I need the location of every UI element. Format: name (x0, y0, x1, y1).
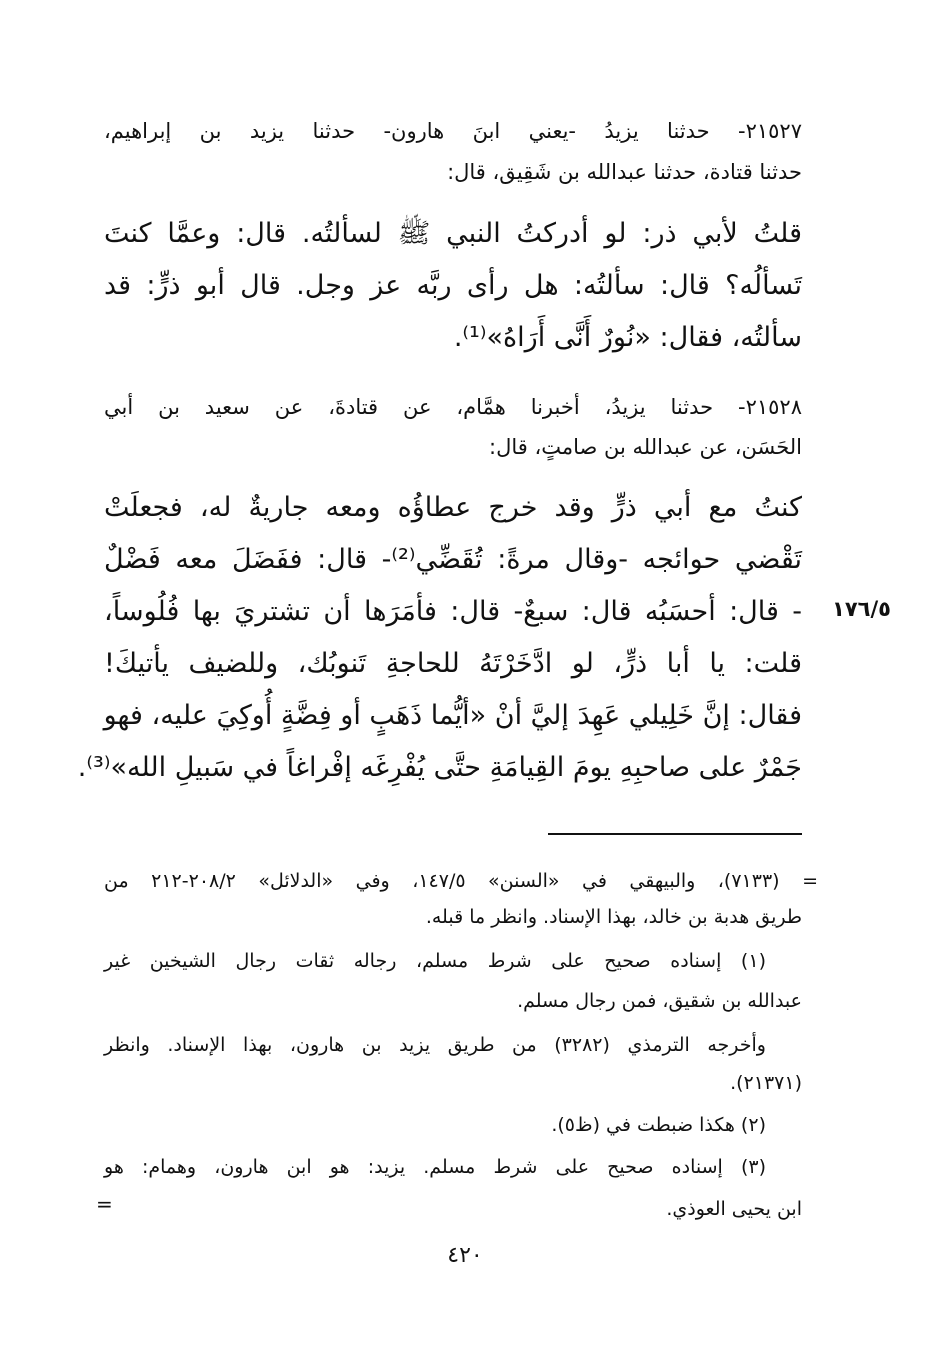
hadith-21527-matn-line-2: تَسألُه؟ قال: سألتُه: هل رأى ربَّه عز وجل. قال أبو ذرٍّ: قد (104, 270, 802, 301)
margin-page-reference: ١٧٦/٥ (832, 597, 891, 621)
footnote-line-6: (٢١٣٧١). (730, 1072, 802, 1094)
hadith-21528-matn-line-3: - قال: أحسَبُه قال: سبعٌ- قال: فأمَرَها أن تشتريَ بها فُلُوساً، (104, 596, 802, 627)
hadith-21527-matn-line-1: قلتُ لأبي ذر: لو أدركتُ النبي ﷺ لسألتُه. قال: وعمَّا كنتَ (104, 218, 802, 249)
hadith-21528-matn-line-1: كنتُ مع أبي ذرٍّ وقد خرج عطاؤُه ومعه جاريةٌ له، فجعلَتْ (104, 492, 802, 523)
footnote-continuation-mark: = (96, 1192, 113, 1216)
hadith-21528-matn-line-4: قلت: يا أبا ذرٍّ، لو ادَّخَرْتَهُ للحاجةِ تَنوبُك، وللضيف يأتيكَ! (104, 648, 802, 679)
hadith-21528-isnad-line-1: ٢١٥٢٨- حدثنا يزيدُ، أخبرنا همَّام، عن قتادةَ، عن سعيد بن أبي (104, 395, 802, 419)
hadith-21527-matn-line-3: سألتُه، فقال: «نُورٌ أَنَّى أَرَاهُ»⁽¹⁾. (453, 322, 802, 353)
footnote-line-2: طريق هدبة بن خالد، بهذا الإسناد. وانظر ما قبله. (425, 906, 802, 928)
hadith-21528-matn-line-5: فقال: إنَّ خَلِيلي عَهِدَ إليَّ أنْ «أيُّما ذَهَبٍ أو فِضَّةٍ أُوكِيَ عليه، فهو (103, 700, 802, 731)
footnote-separator (548, 833, 802, 835)
footnote-line-4: عبدالله بن شقيق، فمن رجال مسلم. (517, 990, 802, 1012)
footnote-line-1: = (٧١٣٣)، والبيهقي في «السنن» ١٤٧/٥، وفي «الدلائل» ٢٠٨/٢-٢١٢ من (104, 870, 818, 892)
footnote-line-8: (٣) إسناده صحيح على شرط مسلم. يزيد: هو ابن هارون، وهمام: هو (104, 1156, 766, 1178)
hadith-21528-matn-line-2: تَقْضي حوائجه -وقال مرةً: تُقَضِّي⁽²⁾- قال: ففَضَلَ معه فَضْلٌ (104, 544, 802, 575)
hadith-21527-isnad-line-1: ٢١٥٢٧- حدثنا يزيدُ -يعني ابنَ هارون- حدثنا يزيد بن إبراهيم، (104, 119, 802, 143)
page-number: ٤٢٠ (447, 1243, 483, 1268)
hadith-21528-matn-line-6: جَمْرٌ على صاحبِهِ يومَ القِيامَةِ حتَّى يُفْرِغَه إفْراغاً في سَبيلِ الله»⁽³⁾. (77, 752, 802, 783)
footnote-line-5: وأخرجه الترمذي (٣٢٨٢) من طريق يزيد بن هارون، بهذا الإسناد. وانظر (104, 1034, 766, 1056)
footnote-line-9: ابن يحيى العوذي. (666, 1198, 802, 1220)
footnote-line-7: (٢) هكذا ضبطت في (ظ٥). (551, 1114, 766, 1136)
footnote-line-3: (١) إسناده صحيح على شرط مسلم، رجاله ثقات رجال الشيخين غير (104, 950, 766, 972)
hadith-21528-isnad-line-2: الحَسَن، عن عبدالله بن صامتٍ، قال: (489, 435, 802, 459)
hadith-21527-isnad-line-2: حدثنا قتادة، حدثنا عبدالله بن شَقِيق، قال: (447, 160, 802, 184)
